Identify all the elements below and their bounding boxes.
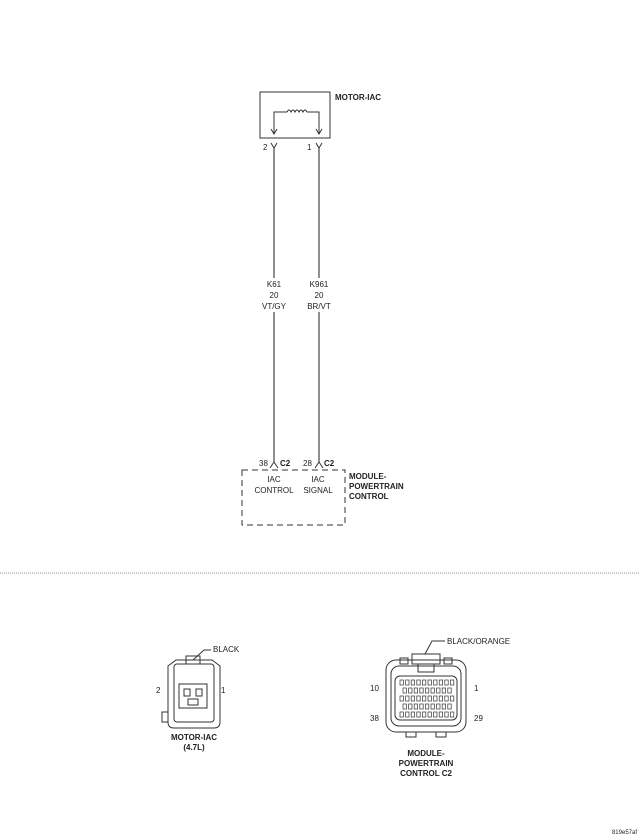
pcm-pin-cavity — [448, 704, 451, 709]
pcm-pin-cavity — [428, 680, 431, 685]
pcm-label-iac-signal-2: SIGNAL — [303, 486, 333, 495]
pcm-pin-cavity — [420, 704, 423, 709]
pcm-pin-left: 38 — [259, 459, 268, 468]
pcm-pin-cavity — [417, 712, 420, 717]
pcm-color-leader — [425, 641, 445, 654]
pcm-view-caption-2: POWERTRAIN — [398, 759, 454, 768]
pcm-pin-cavity — [422, 696, 425, 701]
motor-view-caption-2: (4.7L) — [183, 743, 205, 752]
pcm-pin-grid — [400, 680, 454, 717]
figure-id: 819e57af — [611, 830, 637, 836]
pcm-connector-key — [418, 664, 434, 672]
wire-k961-gauge: 20 — [314, 291, 324, 300]
pcm-pin-cavity — [448, 688, 451, 693]
pcm-connector-left: C2 — [280, 459, 291, 468]
motor-connector-view — [156, 645, 240, 752]
pcm-label-iac-signal-1: IAC — [311, 475, 325, 484]
pcm-pin-cavity — [406, 680, 409, 685]
motor-pin1-connector — [316, 143, 322, 148]
pcm-pin-cavity — [428, 712, 431, 717]
motor-pin2-cavity — [184, 689, 190, 696]
pcm-pin-cavity — [406, 712, 409, 717]
pcm-pin-cavity — [411, 680, 414, 685]
motor-key — [188, 699, 198, 705]
motor-connector-outline — [168, 660, 220, 728]
pcm-connector-view — [370, 637, 510, 778]
pcm-view-pin-bottom-left: 38 — [370, 714, 379, 723]
motor-view-pin-left: 2 — [156, 686, 161, 695]
pcm-pin-cavity — [400, 696, 403, 701]
pcm-pin-cavity — [434, 696, 437, 701]
pcm-pin-cavity — [439, 712, 442, 717]
pcm-pin-cavity — [403, 704, 406, 709]
pcm-pin-right: 28 — [303, 459, 312, 468]
pcm-view-pin-top-right: 1 — [474, 684, 479, 693]
pcm-connector-latch — [412, 654, 440, 664]
pcm-pin28-connector — [315, 462, 323, 468]
pcm-connector-lug-left — [400, 658, 408, 664]
pcm-pin-cavity — [400, 680, 403, 685]
motor-pin2-connector — [271, 143, 277, 148]
pcm-view-caption-3: CONTROL C2 — [400, 769, 452, 778]
wire-k61-circuit: K61 — [266, 280, 282, 289]
pcm-pin-cavity — [450, 680, 453, 685]
motor-iac-title: MOTOR-IAC — [335, 93, 382, 102]
motor-color-leader — [193, 650, 211, 660]
pcm-pin-cavity — [425, 688, 428, 693]
pcm-pin-cavity — [420, 688, 423, 693]
motor-pin-left: 2 — [263, 143, 268, 152]
pcm-view-pin-bottom-right: 29 — [474, 714, 483, 723]
pcm-pin-cavity — [445, 712, 448, 717]
pcm-title-1: MODULE- — [349, 472, 387, 481]
pcm-pin-cavity — [409, 688, 412, 693]
pcm-pin-cavity — [414, 704, 417, 709]
pcm-pin-cavity — [434, 712, 437, 717]
pcm-label-iac-control-1: IAC — [267, 475, 281, 484]
pcm-color-label: BLACK/ORANGE — [447, 637, 511, 646]
pcm-pin-cavity — [437, 704, 440, 709]
motor-pin-right: 1 — [307, 143, 312, 152]
pcm-pin-cavity — [431, 704, 434, 709]
pcm-label-iac-control-2: CONTROL — [254, 486, 294, 495]
pcm-title-2: POWERTRAIN — [349, 482, 404, 491]
motor-iac-component — [260, 92, 381, 138]
wire-k961-color: BR/VT — [307, 302, 331, 311]
pcm-pin-cavity — [422, 712, 425, 717]
pcm-pin-cavity — [425, 704, 428, 709]
pcm-connector-foot-right — [436, 732, 446, 737]
motor-view-caption-1: MOTOR-IAC — [170, 733, 218, 742]
pcm-title-3: CONTROL — [349, 492, 389, 501]
pcm-pin-cavity — [403, 688, 406, 693]
pcm-pin-cavity — [434, 680, 437, 685]
pcm-pin-cavity — [400, 712, 403, 717]
pcm-view-caption-1: MODULE- — [407, 749, 445, 758]
motor-connector-tab — [162, 712, 168, 722]
coil-icon — [274, 110, 319, 134]
pcm-pin-cavity — [406, 696, 409, 701]
motor-color-label: BLACK — [213, 645, 240, 654]
pcm-pin-cavity — [437, 688, 440, 693]
pcm-pin-cavity — [428, 696, 431, 701]
pcm-pin-cavity — [445, 696, 448, 701]
pcm-pin-cavity — [450, 712, 453, 717]
pcm-pin-cavity — [414, 688, 417, 693]
pcm-connector-lug-right — [444, 658, 452, 664]
pcm-connector-right: C2 — [324, 459, 335, 468]
pcm-dashed-box — [242, 470, 345, 525]
motor-connector-cavity — [179, 684, 207, 708]
pcm-pin-cavity — [445, 680, 448, 685]
wire-k61-gauge: 20 — [269, 291, 279, 300]
pcm-pin-cavity — [442, 688, 445, 693]
pcm-pin-cavity — [439, 696, 442, 701]
motor-pin1-cavity — [196, 689, 202, 696]
pcm-pin-cavity — [417, 696, 420, 701]
pcm-pin-cavity — [431, 688, 434, 693]
wire-k961-circuit: K961 — [309, 280, 329, 289]
pcm-pin-cavity — [450, 696, 453, 701]
pcm-view-pin-top-left: 10 — [370, 684, 379, 693]
motor-view-pin-right: 1 — [221, 686, 226, 695]
pcm-pin-cavity — [411, 712, 414, 717]
motor-connector-inner — [174, 664, 214, 722]
pcm-pin-cavity — [422, 680, 425, 685]
pcm-pin38-connector — [270, 462, 278, 468]
wire-k61-color: VT/GY — [261, 302, 287, 311]
pcm-pin-cavity — [409, 704, 412, 709]
pcm-pin-cavity — [442, 704, 445, 709]
pcm-component — [242, 459, 404, 525]
pcm-connector-foot-left — [406, 732, 416, 737]
pcm-pin-cavity — [439, 680, 442, 685]
pcm-pin-cavity — [417, 680, 420, 685]
pcm-pin-cavity — [411, 696, 414, 701]
